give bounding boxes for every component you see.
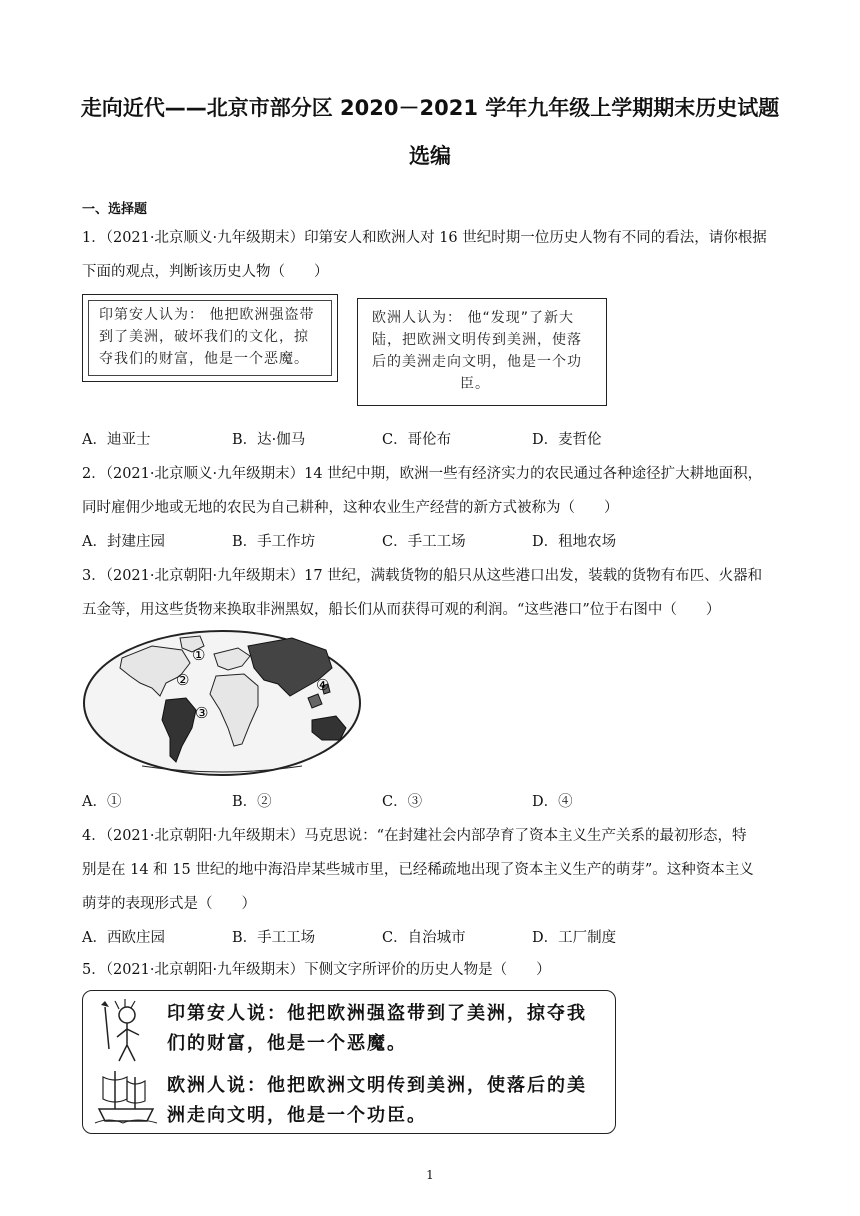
q3-option-b: B．②	[232, 794, 272, 810]
map-mark-4: ④	[316, 676, 330, 694]
q4-option-b: B．手工工场	[232, 930, 316, 946]
q1-option-d: D．麦哲伦	[532, 432, 602, 448]
document-title-line2: 选编	[409, 144, 451, 168]
world-map-image	[82, 628, 362, 778]
q1-stem-line2: 下面的观点，判断该历史人物（ ）	[82, 264, 329, 280]
sailing-ship-icon	[93, 1065, 159, 1125]
q3-stem-line2: 五金等，用这些货物来换取非洲黑奴，船长们从而获得可观的利润。“这些港口”位于右图中（ ）	[82, 602, 721, 618]
q5-quote-line: 欧洲人说：他把欧洲文明传到美洲，使落后的美	[167, 1075, 587, 1096]
page-number: 1	[426, 1168, 434, 1182]
indian-figure-icon	[95, 999, 153, 1065]
q3-stem-line1: 3．（2021·北京朝阳·九年级期末）17 世纪，满载货物的船只从这些港口出发，装载的货物有布匹、火器和	[82, 568, 763, 584]
q1-european-line: 臣。	[460, 376, 490, 392]
q5-quote-line: 洲走向文明，他是一个功臣。	[167, 1105, 427, 1126]
q2-stem-line1: 2．（2021·北京顺义·九年级期末）14 世纪中期，欧洲一些有经济实力的农民通过各种途径扩大耕地面积，	[82, 466, 763, 482]
q1-stem-line1: 1．（2021·北京顺义·九年级期末）印第安人和欧洲人对 16 世纪时期一位历史人物有不同的看法，请你根据	[82, 230, 767, 246]
q2-option-b: B．手工作坊	[232, 534, 316, 550]
map-mark-3: ③	[195, 704, 209, 722]
q3-option-a: A．①	[82, 794, 122, 810]
section-heading: 一、选择题	[82, 202, 148, 217]
q3-option-c: C．③	[382, 794, 423, 810]
q4-option-a: A．西欧庄园	[82, 930, 165, 946]
q1-option-b: B．达·伽马	[232, 432, 306, 448]
map-mark-2: ②	[176, 671, 190, 689]
q2-option-a: A．封建庄园	[82, 534, 165, 550]
q3-option-d: D．④	[532, 794, 573, 810]
q4-option-c: C．自治城市	[382, 930, 466, 946]
document-title-line1: 走向近代——北京市部分区 2020－2021 学年九年级上学期期末历史试题	[80, 96, 780, 120]
map-mark-1: ①	[192, 646, 206, 664]
q5-quote-line: 们的财富，他是一个恶魔。	[167, 1033, 407, 1054]
q2-option-d: D．租地农场	[532, 534, 617, 550]
q4-stem-line3: 萌芽的表现形式是（ ）	[82, 896, 256, 912]
q1-indian-line: 夺我们的财富，他是一个恶魔。	[99, 351, 309, 367]
q4-stem-line2: 别是在 14 和 15 世纪的地中海沿岸某些城市里，已经稀疏地出现了资本主义生产的萌芽”。这种资本主义	[82, 862, 754, 878]
q1-indian-view-box	[82, 294, 338, 382]
q4-option-d: D．工厂制度	[532, 930, 617, 946]
q1-european-line: 陆，把欧洲文明传到美洲，使落	[372, 332, 582, 348]
q1-option-c: C．哥伦布	[382, 432, 452, 448]
q2-option-c: C．手工工场	[382, 534, 466, 550]
q1-indian-line: 印第安人认为： 他把欧洲强盗带	[99, 307, 315, 323]
q1-indian-line: 到了美洲，破坏我们的文化，掠	[99, 329, 309, 345]
q1-option-a: A．迪亚士	[82, 432, 151, 448]
q1-european-view-box	[357, 298, 607, 406]
q5-quote-box	[82, 990, 616, 1134]
q4-stem-line1: 4．（2021·北京朝阳·九年级期末）马克思说：“在封建社会内部孕育了资本主义生产关系的最初形态，特	[82, 828, 747, 844]
q1-european-line: 欧洲人认为： 他“发现”了新大	[372, 310, 574, 326]
q1-european-line: 后的美洲走向文明，他是一个功	[372, 354, 582, 370]
q5-quote-line: 印第安人说：他把欧洲强盗带到了美洲，掠夺我	[167, 1003, 587, 1024]
q2-stem-line2: 同时雇佣少地或无地的农民为自己耕种，这种农业生产经营的新方式被称为（ ）	[82, 500, 619, 516]
q5-stem-line1: 5．（2021·北京朝阳·九年级期末）下侧文字所评价的历史人物是（ ）	[82, 962, 551, 978]
